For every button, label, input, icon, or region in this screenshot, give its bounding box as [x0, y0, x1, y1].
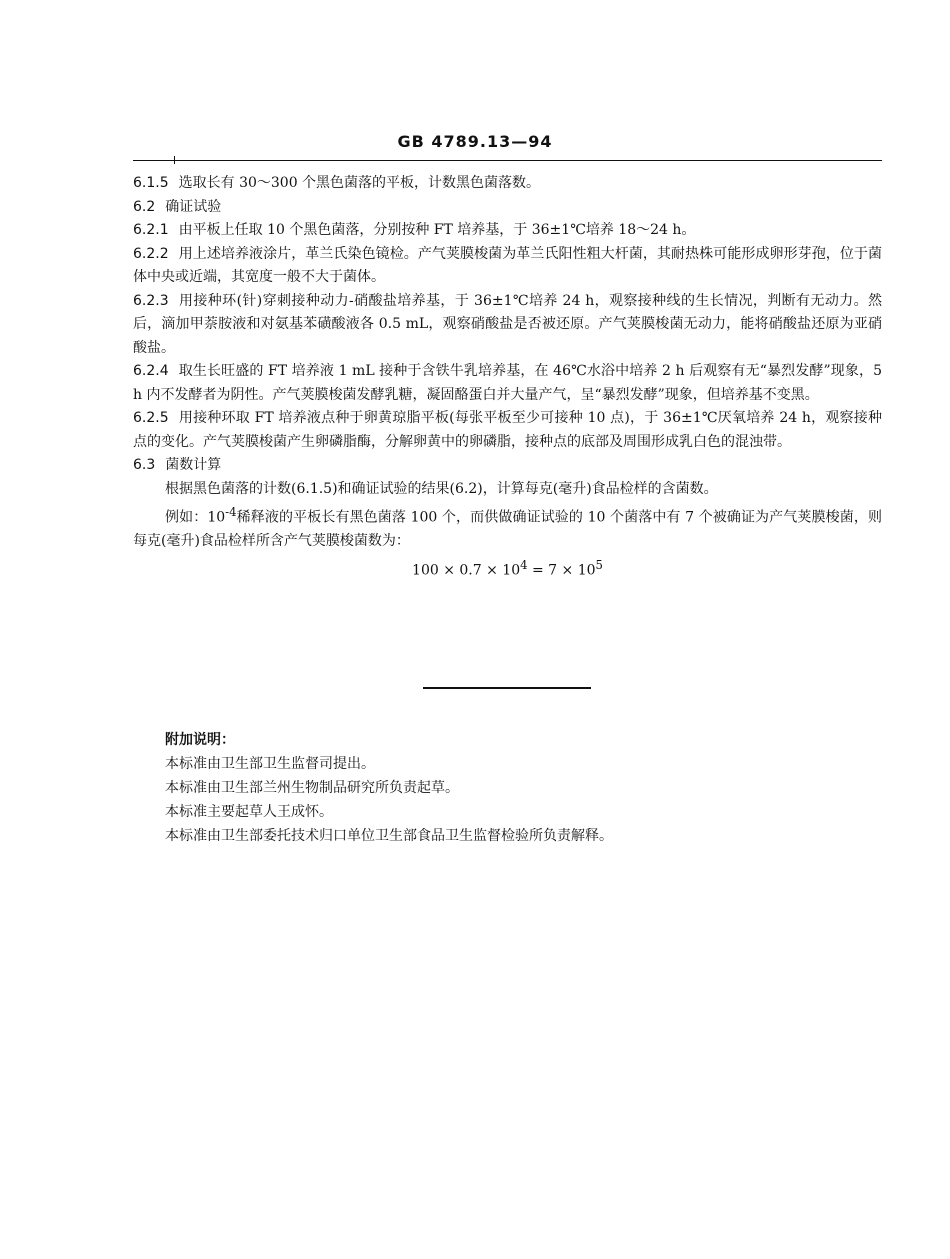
section-number: 6.2.1	[133, 222, 169, 238]
section-text: 用接种环取 FT 培养液点种于卵黄琼脂平板(每张平板至少可接种 10 点)，于 36±1℃厌氧培养 24 h，观察接种点的变化。产气荚膜梭菌产生卵磷脂酶，分解卵黄中的卵磷脂，接种点的底部及周围形成乳白色的混浊带。	[133, 410, 882, 450]
calc-example-exponent: -4	[225, 505, 237, 519]
calc-paragraph-1: 根据黑色菌落的计数(6.1.5)和确证试验的结果(6.2)，计算每克(毫升)食品检样的含菌数。	[165, 480, 718, 497]
document-body	[133, 172, 882, 583]
formula-left: 100 × 0.7 × 10	[412, 562, 521, 579]
section-heading: 确证试验	[165, 198, 222, 215]
calc-example-text: 稀释液的平板长有黑色菌落 100 个，而供做确证试验的 10 个菌落中有 7 个被确证为产气荚膜梭菌，则每克(毫升)食品检样所含产气荚膜梭菌数为：	[133, 509, 882, 550]
section-6-2-5	[133, 407, 882, 454]
section-6-1-5	[133, 172, 882, 196]
section-6-3	[133, 454, 882, 478]
section-6-2	[133, 196, 882, 220]
appendix-title: 附加说明：	[165, 732, 235, 748]
section-6-2-3	[133, 290, 882, 361]
formula-right: = 7 × 10	[527, 562, 596, 579]
section-6-2-2	[133, 243, 882, 290]
calc-formula	[133, 554, 882, 583]
appendix-line: 本标准由卫生部委托技术归口单位卫生部食品卫生监督检验所负责解释。	[165, 828, 613, 844]
section-6-2-4	[133, 360, 882, 407]
appendix-line: 本标准由卫生部兰州生物制品研究所负责起草。	[165, 780, 459, 796]
section-number: 6.1.5	[133, 175, 169, 191]
section-number: 6.3	[133, 457, 156, 473]
section-text: 用接种环(针)穿刺接种动力-硝酸盐培养基，于 36±1℃培养 24 h，观察接种线的生长情况，判断有无动力。然后，滴加甲萘胺液和对氨基苯磺酸液各 0.5 mL，观察硝酸盐是否被还原。产气荚膜梭菌无动力，能将硝酸盐还原为亚硝酸盐。	[133, 292, 882, 356]
calc-paragraph-2	[133, 501, 882, 554]
section-text: 选取长有 30～300 个黑色菌落的平板，计数黑色菌落数。	[178, 175, 541, 191]
section-text: 用上述培养液涂片，革兰氏染色镜检。产气荚膜梭菌为革兰氏阳性粗大杆菌，其耐热株可能形成卵形芽孢，位于菌体中央或近端，其宽度一般不大于菌体。	[133, 245, 882, 285]
section-number: 6.2.3	[133, 292, 169, 309]
header-divider	[133, 160, 882, 161]
section-text: 取生长旺盛的 FT 培养液 1 mL 接种于含铁牛乳培养基，在 46℃水浴中培养 2 h 后观察有无“暴烈发酵”现象，5 h 内不发酵者为阴性。产气荚膜梭菌发酵乳糖，凝固酪蛋白并大量产气，呈“暴烈发酵”现象，但培养基不变黑。	[133, 363, 882, 403]
section-number: 6.2.2	[133, 245, 169, 262]
section-6-2-1	[133, 219, 882, 243]
section-number: 6.2.4	[133, 363, 169, 379]
section-number: 6.2	[133, 198, 156, 215]
header-tick-mark	[174, 156, 175, 164]
appendix-line: 本标准主要起草人王成怀。	[165, 804, 333, 820]
formula-right-exponent: 5	[595, 557, 603, 572]
section-heading: 菌数计算	[165, 457, 222, 473]
standard-header: GB 4789.13—94	[397, 132, 553, 151]
section-text: 由平板上任取 10 个黑色菌落，分别按种 FT 培养基，于 36±1℃培养 18～24 h。	[178, 222, 696, 238]
appendix-notes	[165, 728, 865, 848]
appendix-line: 本标准由卫生部卫生监督司提出。	[165, 756, 375, 772]
section-number: 6.2.5	[133, 410, 169, 426]
formula-left-exponent: 4	[520, 557, 528, 572]
end-divider	[423, 687, 591, 689]
calc-example-prefix: 例如：10	[165, 509, 226, 526]
